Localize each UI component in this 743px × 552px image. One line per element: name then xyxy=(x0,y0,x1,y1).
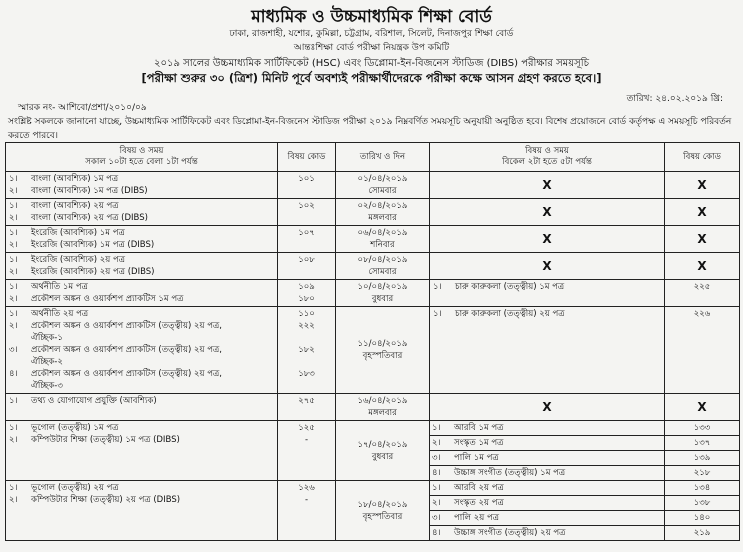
date-value: ০১/০৪/২০১৯ xyxy=(357,174,408,184)
subject-name: ইংরেজি (আবশ্যিক) ২য় পত্র (DIBS) xyxy=(31,267,155,277)
subject-line xyxy=(433,308,661,320)
date-value: ১১/০৪/২০১৯ xyxy=(357,339,408,349)
date-value: ১০/০৪/২০১৯ xyxy=(357,282,408,292)
serial-number: ১। xyxy=(9,174,18,184)
subject-line xyxy=(9,293,274,305)
subject-line xyxy=(9,227,274,239)
serial-number: ১। xyxy=(9,423,18,433)
serial-number: ৩। xyxy=(432,453,441,463)
afternoon-codes xyxy=(665,307,740,394)
afternoon-subjects xyxy=(430,280,665,307)
subject-name: কম্পিউটার শিক্ষা (তত্ত্বীয়) ২য় পত্র (DIBS) xyxy=(31,495,181,505)
afternoon-codes xyxy=(665,421,740,481)
subject-code: ২২৬ xyxy=(693,309,711,319)
subject-codes xyxy=(278,199,336,226)
afternoon-subtable xyxy=(430,421,664,480)
subject-line xyxy=(9,281,274,293)
afternoon-subject xyxy=(430,511,664,526)
subject-name: আরবি ১ম পত্র xyxy=(454,423,504,433)
serial-number: ১। xyxy=(9,201,18,211)
header-code-2: বিষয় কোড xyxy=(665,143,740,172)
subject-line xyxy=(9,308,274,320)
date-value: ১৭/০৪/২০১৯ xyxy=(357,439,408,450)
afternoon-code-row xyxy=(665,436,739,451)
subject-name: সংস্কৃত ২য় পত্র xyxy=(454,498,504,508)
subject-name: উচ্চাঙ্গ সংগীত (তত্ত্বীয়) ১ম পত্র xyxy=(454,468,566,478)
morning-subjects xyxy=(6,307,278,394)
day-name: সোমবার xyxy=(368,186,397,196)
serial-number: ৪। xyxy=(432,528,441,538)
schedule-body xyxy=(6,172,740,541)
afternoon-subject xyxy=(430,481,664,496)
exam-date xyxy=(336,394,430,421)
serial-number: ১। xyxy=(9,396,18,406)
serial-number: ২। xyxy=(432,438,441,448)
afternoon-subject xyxy=(430,526,664,541)
morning-subjects xyxy=(6,421,278,481)
subject-name: বাংলা (আবশ্যিক) ২য় পত্র (DIBS) xyxy=(31,213,148,223)
subject-codes xyxy=(278,307,336,394)
serial-number: ২। xyxy=(9,435,18,445)
subject-code: ১৮২ xyxy=(298,345,315,355)
subject-code: ১৮০ xyxy=(298,294,315,304)
day-name: সোমবার xyxy=(368,267,397,277)
afternoon-subject-row xyxy=(430,436,664,451)
issue-date: তারিখ: ২৪.০২.২০১৯ খ্রি: xyxy=(626,94,723,104)
exam-date xyxy=(336,421,430,481)
subject-name: বাংলা (আবশ্যিক) ১ম পত্র xyxy=(31,174,119,184)
exam-date xyxy=(336,280,430,307)
serial-number: ৪। xyxy=(432,468,441,478)
subject-line xyxy=(9,200,274,212)
warning-notice: [পরীক্ষা শুরুর ৩০ (ত্রিশ) মিনিট পূর্বে অবশ্যই পরীক্ষার্থীদেরকে পরীক্ষা কক্ষে আসন গ্রহণ করতে হবে।] xyxy=(141,71,602,85)
subject-name: উচ্চাঙ্গ সংগীত (তত্ত্বীয়) ২য় পত্র xyxy=(454,528,566,538)
afternoon-subject-row xyxy=(430,511,664,526)
subject-codes xyxy=(278,226,336,253)
subject-line xyxy=(9,395,274,407)
day-name: বৃহস্পতিবার xyxy=(362,351,403,361)
afternoon-subject-row xyxy=(430,451,664,466)
subject-code xyxy=(281,356,332,368)
subject-name: প্রকৌশল অঙ্কন ও ওয়ার্কশপ প্র্যাকটিস (তত্ত্বীয়) ২য় পত্র, xyxy=(31,345,222,355)
subject-code: ১০২ xyxy=(298,201,315,211)
date-value: ০৬/০৪/২০১৯ xyxy=(357,228,408,238)
exam-date xyxy=(336,481,430,541)
subject-line xyxy=(9,212,274,224)
afternoon-none-mark: X xyxy=(430,199,665,226)
afternoon-subject xyxy=(430,421,664,436)
serial-number: ১। xyxy=(9,282,18,292)
subject-code: - xyxy=(304,495,309,505)
committee-name: আন্তঃশিক্ষা বোর্ড পরীক্ষা নিয়ন্ত্রক উপ কমিটি xyxy=(293,43,450,53)
afternoon-code-row xyxy=(665,526,739,541)
subject-line xyxy=(433,281,661,293)
subject-name: চারু কারুকলা (তত্ত্বীয়) ১ম পত্র xyxy=(455,282,565,292)
serial-number: ২। xyxy=(9,240,18,250)
serial-number: ১। xyxy=(432,483,441,493)
subject-name: প্রকৌশল অঙ্কন ও ওয়ার্কশপ প্র্যাকটিস (তত্ত্বীয়) ২য় পত্র, xyxy=(31,321,222,331)
afternoon-code-row xyxy=(665,421,739,436)
schedule-table xyxy=(5,142,740,541)
subject-line xyxy=(9,332,274,344)
table-row xyxy=(6,253,740,280)
afternoon-subject-row xyxy=(430,526,664,541)
serial-number: ৩। xyxy=(432,513,441,523)
subject-line xyxy=(9,185,274,197)
afternoon-subjects xyxy=(430,481,665,541)
table-row xyxy=(6,421,740,481)
subject-line xyxy=(9,422,274,434)
serial-number: ১। xyxy=(9,255,18,265)
serial-number: ১। xyxy=(433,309,442,319)
afternoon-code-none-mark: X xyxy=(665,226,740,253)
morning-subjects xyxy=(6,199,278,226)
header-afternoon: বিষয় ও সময় বিকেল ২টা হতে ৫টা পর্যন্ত xyxy=(430,143,665,172)
subject-line xyxy=(9,173,274,185)
table-row xyxy=(6,481,740,541)
subject-code: ১০১ xyxy=(298,174,315,184)
serial-number: ২। xyxy=(9,186,18,196)
subject-code: ১৪০ xyxy=(665,511,739,526)
subject-codes xyxy=(278,481,336,541)
afternoon-code-subtable xyxy=(665,421,739,480)
exam-date xyxy=(336,253,430,280)
table-row xyxy=(6,307,740,394)
table-row xyxy=(6,226,740,253)
subject-name: ইংরেজি (আবশ্যিক) ১ম পত্র xyxy=(31,228,125,238)
subject-code xyxy=(281,332,332,344)
exam-date xyxy=(336,172,430,199)
subject-codes xyxy=(278,253,336,280)
subject-name: বাংলা (আবশ্যিক) ১ম পত্র (DIBS) xyxy=(31,186,148,196)
afternoon-subtable xyxy=(430,481,664,540)
afternoon-code-row xyxy=(665,511,739,526)
serial-number: ১। xyxy=(432,423,441,433)
afternoon-none-mark: X xyxy=(430,226,665,253)
exam-date xyxy=(336,226,430,253)
afternoon-code-none-mark: X xyxy=(665,172,740,199)
subject-name: প্রকৌশল অঙ্কন ও ওয়ার্কশপ প্র্যাকটিস (তত্ত্বীয়) ২য় পত্র, xyxy=(31,369,222,379)
serial-number: ৩। xyxy=(9,345,18,355)
afternoon-code-row xyxy=(665,466,739,481)
date-value: ০২/০৪/২০১৯ xyxy=(357,201,408,211)
schedule-title: ২০১৯ সালের উচ্চমাধ্যমিক সার্টিফিকেট (HSC) এবং ডিপ্লোমা-ইন-বিজনেস স্টাডিজ (DIBS) পরীক্ষার সময়সূচি xyxy=(154,58,589,69)
subject-code: ১৩৯ xyxy=(665,451,739,466)
day-name: বুধবার xyxy=(371,451,394,462)
subject-name: বাংলা (আবশ্যিক) ২য় পত্র xyxy=(31,201,119,211)
subject-name: ভূগোল (তত্ত্বীয়) ২য় পত্র xyxy=(31,483,119,493)
subject-line xyxy=(9,482,274,494)
afternoon-subjects xyxy=(430,421,665,481)
exam-date xyxy=(336,199,430,226)
subject-name: কম্পিউটার শিক্ষা (তত্ত্বীয়) ১ম পত্র (DIBS) xyxy=(31,435,180,445)
subject-code: ২২৫ xyxy=(693,282,711,292)
subject-codes xyxy=(278,172,336,199)
date-value: ১৮/০৪/২০১৯ xyxy=(357,499,408,510)
subject-name: ইংরেজি (আবশ্যিক) ২য় পত্র xyxy=(31,255,126,265)
serial-number: ১। xyxy=(9,228,18,238)
subject-code: ১৩৭ xyxy=(665,436,739,451)
subject-codes xyxy=(278,280,336,307)
subject-code: ১২৬ xyxy=(298,483,315,493)
serial-number: ১। xyxy=(9,309,18,319)
subject-line xyxy=(9,266,274,278)
exam-date xyxy=(336,307,430,394)
table-row xyxy=(6,394,740,421)
afternoon-subject-row xyxy=(430,481,664,496)
subject-line xyxy=(9,434,274,446)
afternoon-subject-row xyxy=(430,466,664,481)
subject-name: অর্থনীতি ১ম পত্র xyxy=(31,282,88,292)
subject-line xyxy=(9,380,274,392)
header-code: বিষয় কোড xyxy=(278,143,336,172)
afternoon-code-none-mark: X xyxy=(665,199,740,226)
afternoon-code-subtable xyxy=(665,481,739,540)
subject-name: ঐচ্ছিক-৩ xyxy=(31,381,63,391)
serial-number: ১। xyxy=(433,282,442,292)
subject-code: ১৩৮ xyxy=(665,496,739,511)
header-morning: বিষয় ও সময় সকাল ১০টা হতে বেলা ১টা পর্যন্ত xyxy=(6,143,278,172)
morning-subjects xyxy=(6,172,278,199)
morning-subjects xyxy=(6,481,278,541)
afternoon-code-none-mark: X xyxy=(665,253,740,280)
afternoon-codes xyxy=(665,280,740,307)
table-row xyxy=(6,199,740,226)
afternoon-subject-row xyxy=(430,496,664,511)
afternoon-code-row xyxy=(665,451,739,466)
serial-number: ২। xyxy=(9,267,18,277)
day-name: মঙ্গলবার xyxy=(368,213,397,223)
afternoon-subject-row xyxy=(430,421,664,436)
day-name: মঙ্গলবার xyxy=(368,408,397,418)
subject-name: ভূগোল (তত্ত্বীয়) ১ম পত্র xyxy=(31,423,119,433)
serial-number: ৪। xyxy=(9,369,18,379)
memo-number: স্মারক নং- আশিবো/প্রশা/২০১০/০৯ xyxy=(18,103,147,113)
afternoon-subjects xyxy=(430,307,665,394)
subject-code: ১০৯ xyxy=(298,282,315,292)
afternoon-none-mark: X xyxy=(430,253,665,280)
subject-code: ১২৫ xyxy=(298,423,315,433)
morning-subjects xyxy=(6,226,278,253)
afternoon-none-mark: X xyxy=(430,172,665,199)
subject-name: সংস্কৃত ১ম পত্র xyxy=(454,438,504,448)
day-name: শনিবার xyxy=(370,240,395,250)
day-name: বৃহস্পতিবার xyxy=(362,511,403,522)
afternoon-code-row xyxy=(665,481,739,496)
subject-line xyxy=(9,494,274,506)
morning-subjects xyxy=(6,394,278,421)
serial-number: ২। xyxy=(432,498,441,508)
subject-code: ১৩৩ xyxy=(665,421,739,436)
subject-name: ঐচ্ছিক-১ xyxy=(31,333,63,343)
subject-code: ২২২ xyxy=(298,321,315,331)
subject-codes xyxy=(278,394,336,421)
afternoon-subject xyxy=(430,436,664,451)
table-row xyxy=(6,172,740,199)
subject-name: ইংরেজি (আবশ্যিক) ১ম পত্র (DIBS) xyxy=(31,240,155,250)
afternoon-code-row xyxy=(665,496,739,511)
afternoon-subject xyxy=(430,466,664,481)
afternoon-subject xyxy=(430,496,664,511)
morning-subjects xyxy=(6,253,278,280)
date-value: ০৮/০৪/২০১৯ xyxy=(357,255,408,265)
subject-line xyxy=(9,344,274,356)
serial-number: ২। xyxy=(9,321,18,331)
subject-name: অর্থনীতি ২য় পত্র xyxy=(31,309,89,319)
subject-line xyxy=(9,368,274,380)
subject-code: ১০৭ xyxy=(298,228,315,238)
subject-name: ঐচ্ছিক-২ xyxy=(31,357,63,367)
subject-code: - xyxy=(304,435,309,445)
afternoon-subject xyxy=(430,451,664,466)
notice-text: সংশ্লিষ্ট সকলকে জানানো যাচ্ছে, উচ্চমাধ্যমিক সার্টিফিকেট এবং ডিপ্লোমা-ইন-বিজনেস স্টাডিজ পরীক্ষা ২০১৯ নিম্নবর্ণিত সময়সূচি অনুযায়ী অনুষ্ঠিত হবে। বিশেষ প্রয়োজনে বোর্ড কর্তৃপক্ষ এ সময়সূচি পরিবর্তন করতে পারবে। xyxy=(8,117,732,141)
serial-number: ২। xyxy=(9,495,18,505)
subject-code: ২১৮ xyxy=(693,468,711,478)
board-title: মাধ্যমিক ও উচ্চমাধ্যমিক শিক্ষা বোর্ড xyxy=(251,7,492,27)
subject-line xyxy=(9,254,274,266)
subject-code: ১৮৩ xyxy=(298,369,315,379)
subject-line xyxy=(9,239,274,251)
subject-code: ১০৮ xyxy=(298,255,315,265)
subject-line xyxy=(9,320,274,332)
subject-code: ১১০ xyxy=(298,309,315,319)
table-row xyxy=(6,280,740,307)
header-date: তারিখ ও দিন xyxy=(336,143,430,172)
subject-name: পালি ২য় পত্র xyxy=(454,513,499,523)
subject-name: তথ্য ও যোগাযোগ প্রযুক্তি (আবশ্যিক) xyxy=(31,396,157,406)
subject-name: পালি ১ম পত্র xyxy=(454,453,499,463)
subject-name: আরবি ২য় পত্র xyxy=(454,483,504,493)
subject-codes xyxy=(278,421,336,481)
board-cities: ঢাকা, রাজশাহী, যশোর, কুমিল্লা, চট্টগ্রাম, বরিশাল, সিলেট, দিনাজপুর শিক্ষা বোর্ড xyxy=(229,29,514,39)
serial-number: ২। xyxy=(9,294,18,304)
afternoon-none-mark: X xyxy=(430,394,665,421)
serial-number: ১। xyxy=(9,483,18,493)
subject-name: চারু কারুকলা (তত্ত্বীয়) ২য় পত্র xyxy=(455,309,565,319)
subject-code: ২৭৫ xyxy=(298,396,315,406)
subject-code: ১৩৪ xyxy=(665,481,739,496)
table-header-row xyxy=(6,143,740,172)
afternoon-code-none-mark: X xyxy=(665,394,740,421)
subject-code: ২১৯ xyxy=(693,528,711,538)
afternoon-codes xyxy=(665,481,740,541)
day-name: বুধবার xyxy=(371,294,394,304)
morning-subjects xyxy=(6,280,278,307)
subject-line xyxy=(9,356,274,368)
subject-name: প্রকৌশল অঙ্কন ও ওয়ার্কশপ প্র্যাকটিস ১ম পত্র xyxy=(31,294,184,304)
serial-number: ২। xyxy=(9,213,18,223)
date-value: ১৬/০৪/২০১৯ xyxy=(357,396,408,406)
